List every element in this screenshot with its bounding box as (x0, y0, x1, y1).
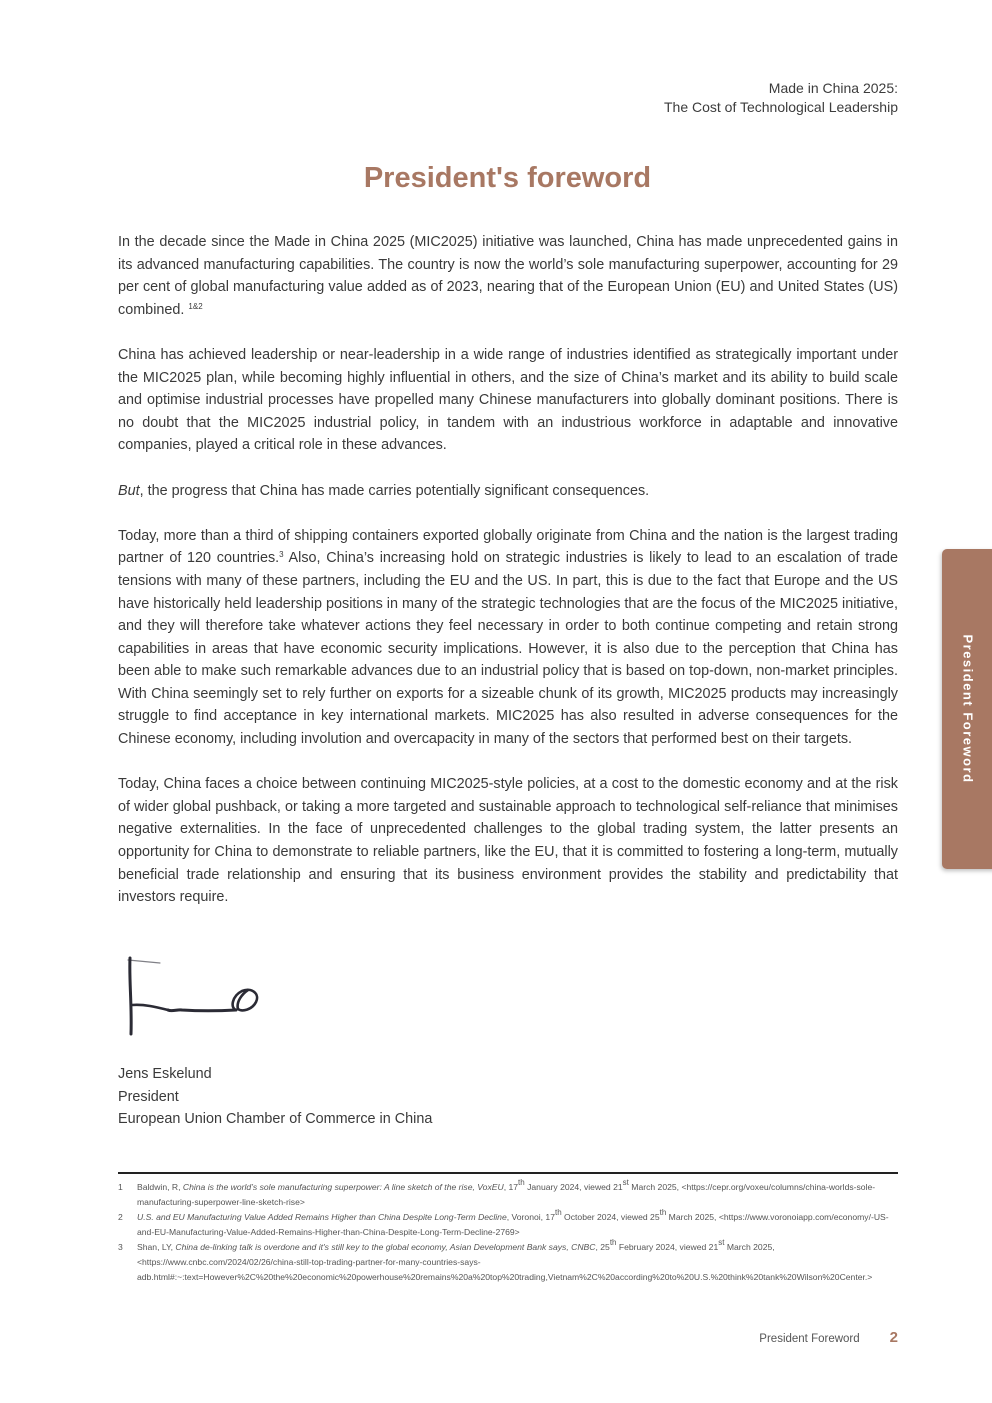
footnote-date: , Voronoi, 17 (506, 1212, 555, 1222)
paragraph-3 (118, 480, 898, 503)
footnote-ordinal: st (622, 1178, 629, 1187)
page-footer (759, 1329, 898, 1346)
paragraph-1-text: In the decade since the Made in China 2025 (MIC2025) initiative was launched, China has made unprecedented gains in its advanced manufacturing capabilities. The country is now the world’s sole manufacturing superpower, accounting for 29 per cent of global manufacturing value added as of 2023, nearing that of the European Union (EU) and United States (US) combined. (118, 234, 898, 318)
footer-section-label: President Foreword (759, 1333, 860, 1345)
paragraph-4 (118, 525, 898, 751)
footnote-author: Baldwin, R, (137, 1182, 183, 1192)
signoff-organisation: European Union Chamber of Commerce in China (118, 1111, 433, 1128)
signoff (118, 1063, 432, 1131)
footnote-ordinal: th (518, 1178, 525, 1187)
footnote-date: , 25 (595, 1242, 610, 1252)
footnote-ref-3[interactable]: 3 (279, 550, 284, 560)
header-line-2: The Cost of Technological Leadership (663, 99, 898, 115)
footnote-text (137, 1210, 898, 1240)
footnote-viewed: February 2024, viewed 21 (616, 1242, 719, 1252)
side-tab-label: President Foreword (960, 634, 976, 784)
paragraph-2: China has achieved leadership or near-leadership in a wide range of industries identified as strategically important under the MIC2025 plan, while becoming highly influential in others, and the size of China’s market and its ability to build scale and optimise industrial processes have propelled many Chinese manufacturers into globally dominant positions. There is no doubt that the MIC2025 industrial policy, in tandem with an industrious workforce in adaptable and innovative companies, played a critical role in these advances. (118, 346, 898, 454)
footnote-ordinal: th (659, 1208, 667, 1217)
footnote-ordinal: th (555, 1208, 562, 1217)
handwritten-signature (118, 950, 268, 1040)
footnote-link[interactable]: March 2025, <https://www.voronoiapp.com/economy/-US-and-EU-Manufacturing-Value-Added-Remains-Higher-than-China-Despite-Long-Term-Decline-2769> (137, 1212, 889, 1237)
footnote-viewed: October 2024, viewed 25 (561, 1212, 660, 1222)
page-number: 2 (889, 1329, 898, 1346)
page-title: President's foreword (363, 162, 652, 194)
paragraph-3-text: , the progress that China has made carries potentially significant consequences. (139, 482, 650, 499)
footnote-title: U.S. and EU Manufacturing Value Added Remains Higher than China Despite Long-Term Decline (137, 1212, 507, 1222)
footnote-number: 3 (118, 1242, 123, 1252)
footnote-divider (118, 1172, 898, 1174)
footnote-title: China de-linking talk is overdone and it's still key to the global economy, Asian Development Bank says, CNBC (175, 1242, 596, 1252)
body-text (118, 231, 898, 931)
footnote-2 (118, 1210, 898, 1240)
footnote-title: China is the world’s sole manufacturing superpower: A line sketch of the rise, VoxEU (182, 1182, 504, 1192)
paragraph-4-text-a: Today, more than a third of shipping containers exported globally originate from China and the nation is the largest trading partner of 120 countries. (118, 527, 898, 567)
running-header (664, 79, 898, 117)
signoff-role: President (118, 1088, 179, 1105)
footnote-3 (118, 1240, 898, 1285)
footnote-date: , 17 (503, 1182, 519, 1192)
footnote-number: 1 (118, 1182, 123, 1192)
footnote-author: Shan, LY, (137, 1242, 176, 1252)
paragraph-5: Today, China faces a choice between continuing MIC2025-style policies, at a cost to the domestic economy and at the risk of wider global pushback, or taking a more targeted and sustainable approach to technological self-reliance that minimises negative externalities. In the face of unprecedented challenges to the global trading system, the latter presents an opportunity for China to demonstrate to reliable partners, like the EU, that it is committed to fostering a long-term, mutually beneficial trade relationship and ensuring that its business environment provides the stability and predictability that investors require. (118, 776, 898, 906)
footnote-number: 2 (118, 1212, 123, 1222)
footnote-viewed: January 2024, viewed 21 (524, 1182, 623, 1192)
footnote-link[interactable]: March 2025, <https://www.cnbc.com/2024/02/26/china-still-top-trading-partner-for-many-countries-says-adb.html#:~:text=However%2C%20the%20economic%20powerhouse%20remains%20a%20top%20trading,Vietnam%2C%20according%20to%20U.S.%20think%20tank%20Wilson%20Center.> (137, 1242, 873, 1282)
signoff-name: Jens Eskelund (118, 1066, 212, 1082)
footnote-1 (118, 1180, 898, 1210)
footnotes (118, 1180, 898, 1285)
footnote-text (137, 1180, 898, 1210)
footnote-text (137, 1240, 898, 1285)
paragraph-4-text-b: Also, China’s increasing hold on strategic industries is likely to lead to an escalation of trade tensions with many of these partners, including the EU and the US. In part, this is due to the fact that Europe and the US have historically held leadership positions in many of the strategic technologies that are the focus of the MIC2025 initiative, and they will therefore take whatever actions they feel necessary in order to both continue competing and retain strong capabilities in areas that have economic security implications. However, it is also due to the perception that China has been able to make such remarkable advances due to an industrial policy that is based on top-down, non-market principles. With China seemingly set to rely further on exports for a sizeable chunk of its growth, MIC2025 products may increasingly struggle to find acceptance in key international markets. MIC2025 has also resulted in adverse consequences for the Chinese economy, including involution and overcapacity in many of the sectors that performed best on their targets. (118, 550, 898, 748)
header-line-1: Made in China 2025: (768, 80, 898, 96)
footnote-link[interactable]: March 2025, <https://cepr.org/voxeu/columns/china-worlds-sole-manufacturing-superpower-line-sketch-rise> (137, 1182, 876, 1207)
section-side-tab[interactable] (942, 549, 992, 869)
paragraph-3-italic: But (118, 482, 140, 499)
paragraph-1 (118, 231, 898, 321)
footnote-ordinal: th (609, 1238, 617, 1247)
footnote-ordinal: st (718, 1238, 725, 1247)
footnote-ref-1-2[interactable]: 1&2 (188, 301, 203, 311)
